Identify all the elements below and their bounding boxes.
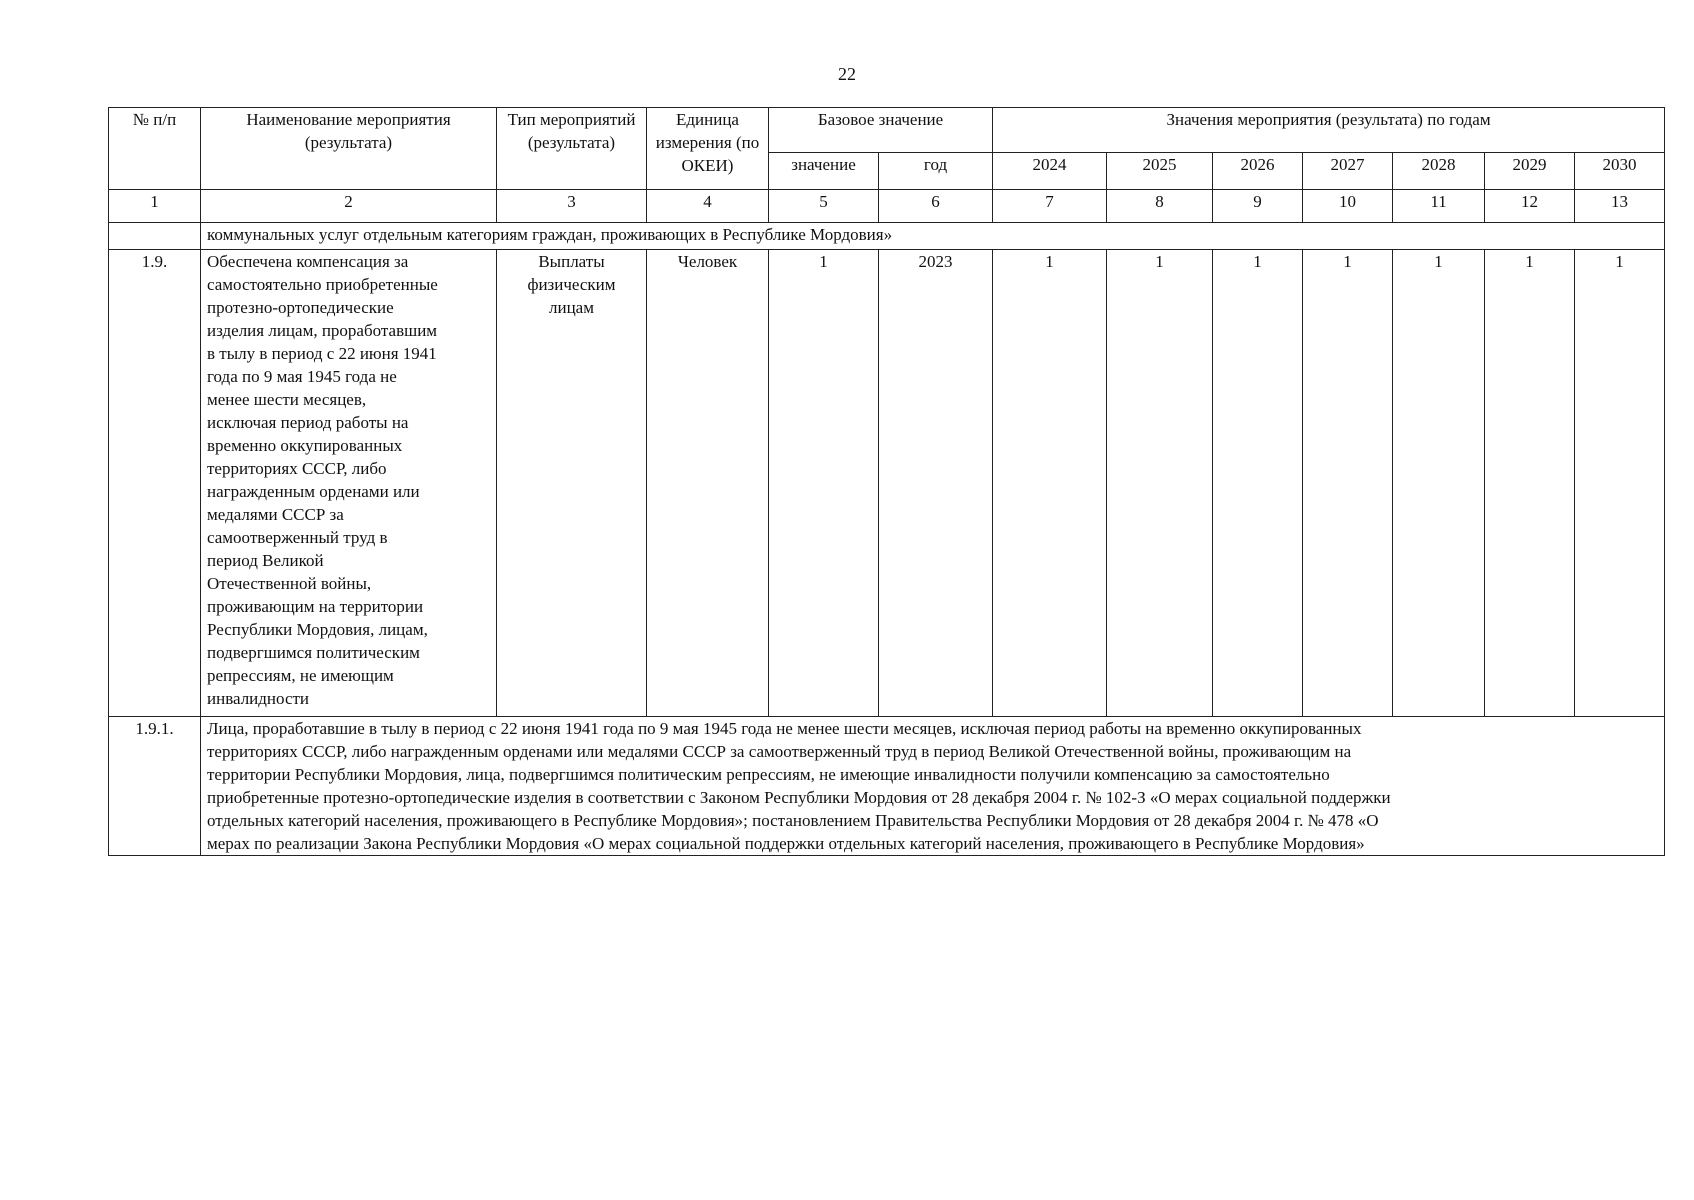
column-number: 11 [1393,190,1485,223]
row-num: 1.9. [109,250,201,717]
header-year: 2029 [1485,153,1575,190]
row-year-value: 1 [1393,250,1485,717]
header-year: 2025 [1107,153,1213,190]
row-base-value: 1 [769,250,879,717]
row-year-value: 1 [1575,250,1665,717]
row-unit: Человек [647,250,769,717]
results-table [108,107,1665,856]
table-row-1-9 [109,250,1665,717]
column-number: 4 [647,190,769,223]
header-unit: Единица измерения (по ОКЕИ) [647,108,769,190]
row-year-value: 1 [1303,250,1393,717]
header-base-value: значение [769,153,879,190]
header-num: № п/п [109,108,201,190]
page-number: 22 [838,64,856,84]
row-type: Выплаты физическим лицам [497,250,647,717]
header-base-year: год [879,153,993,190]
row-year-value: 1 [1485,250,1575,717]
row-base-year: 2023 [879,250,993,717]
column-number: 3 [497,190,647,223]
header-name: Наименование мероприятия (результата) [201,108,497,190]
column-number: 2 [201,190,497,223]
column-number: 7 [993,190,1107,223]
header-year: 2026 [1213,153,1303,190]
header-row [109,108,1665,153]
continuation-row [109,223,1665,250]
header-year: 2027 [1303,153,1393,190]
header-base: Базовое значение [769,108,993,153]
column-number: 12 [1485,190,1575,223]
header-year: 2024 [993,153,1107,190]
column-number: 6 [879,190,993,223]
row-year-value: 1 [1213,250,1303,717]
header-year: 2030 [1575,153,1665,190]
column-number: 9 [1213,190,1303,223]
continuation-num-cell [109,223,201,250]
table-row-1-9-1 [109,717,1665,856]
column-number: 1 [109,190,201,223]
header-type: Тип мероприятий (результата) [497,108,647,190]
column-number-row [109,190,1665,223]
row-num: 1.9.1. [109,717,201,856]
row-year-value: 1 [993,250,1107,717]
column-number: 10 [1303,190,1393,223]
row-description: Лица, проработавшие в тылу в период с 22 июня 1941 года по 9 мая 1945 года не менее шести месяцев, исключая период работы на временно оккупированных территориях СССР, либо награжденным орденами или медалями СССР за самоотверженный труд в период Великой Отечественной войны, проживающим на территории Республики Мордовия, лица, подвергшимся политическим репрессиям, не имеющие инвалидности получили компенсацию за самостоятельно приобретенные протезно-ортопедические изделия в соответствии с Законом Республики Мордовия от 28 декабря 2004 г. № 102-З «О мерах социальной поддержки отдельных категорий населения, проживающего в Республике Мордовия»; постановлением Правительства Республики Мордовия от 28 декабря 2004 г. № 478 «О мерах по реализации Закона Республики Мордовия «О мерах социальной поддержки отдельных категорий населения, проживающего в Республике Мордовия» [201,717,1665,856]
continuation-text: коммунальных услуг отдельным категориям граждан, проживающих в Республике Мордовия» [201,223,1665,250]
column-number: 8 [1107,190,1213,223]
header-year: 2028 [1393,153,1485,190]
header-years-title: Значения мероприятия (результата) по годам [993,108,1665,153]
column-number: 5 [769,190,879,223]
row-name: Обеспечена компенсация за самостоятельно приобретенные протезно-ортопедические изделия лицам, проработавшим в тылу в период с 22 июня 1941 года по 9 мая 1945 года не менее шести месяцев, исключая период работы на временно оккупированных территориях СССР, либо награжденным орденами или медалями СССР за самоотверженный труд в период Великой Отечественной войны, проживающим на территории Республики Мордовия, лицам, подвергшимся политическим репрессиям, не имеющим инвалидности [201,250,497,717]
row-year-value: 1 [1107,250,1213,717]
column-number: 13 [1575,190,1665,223]
